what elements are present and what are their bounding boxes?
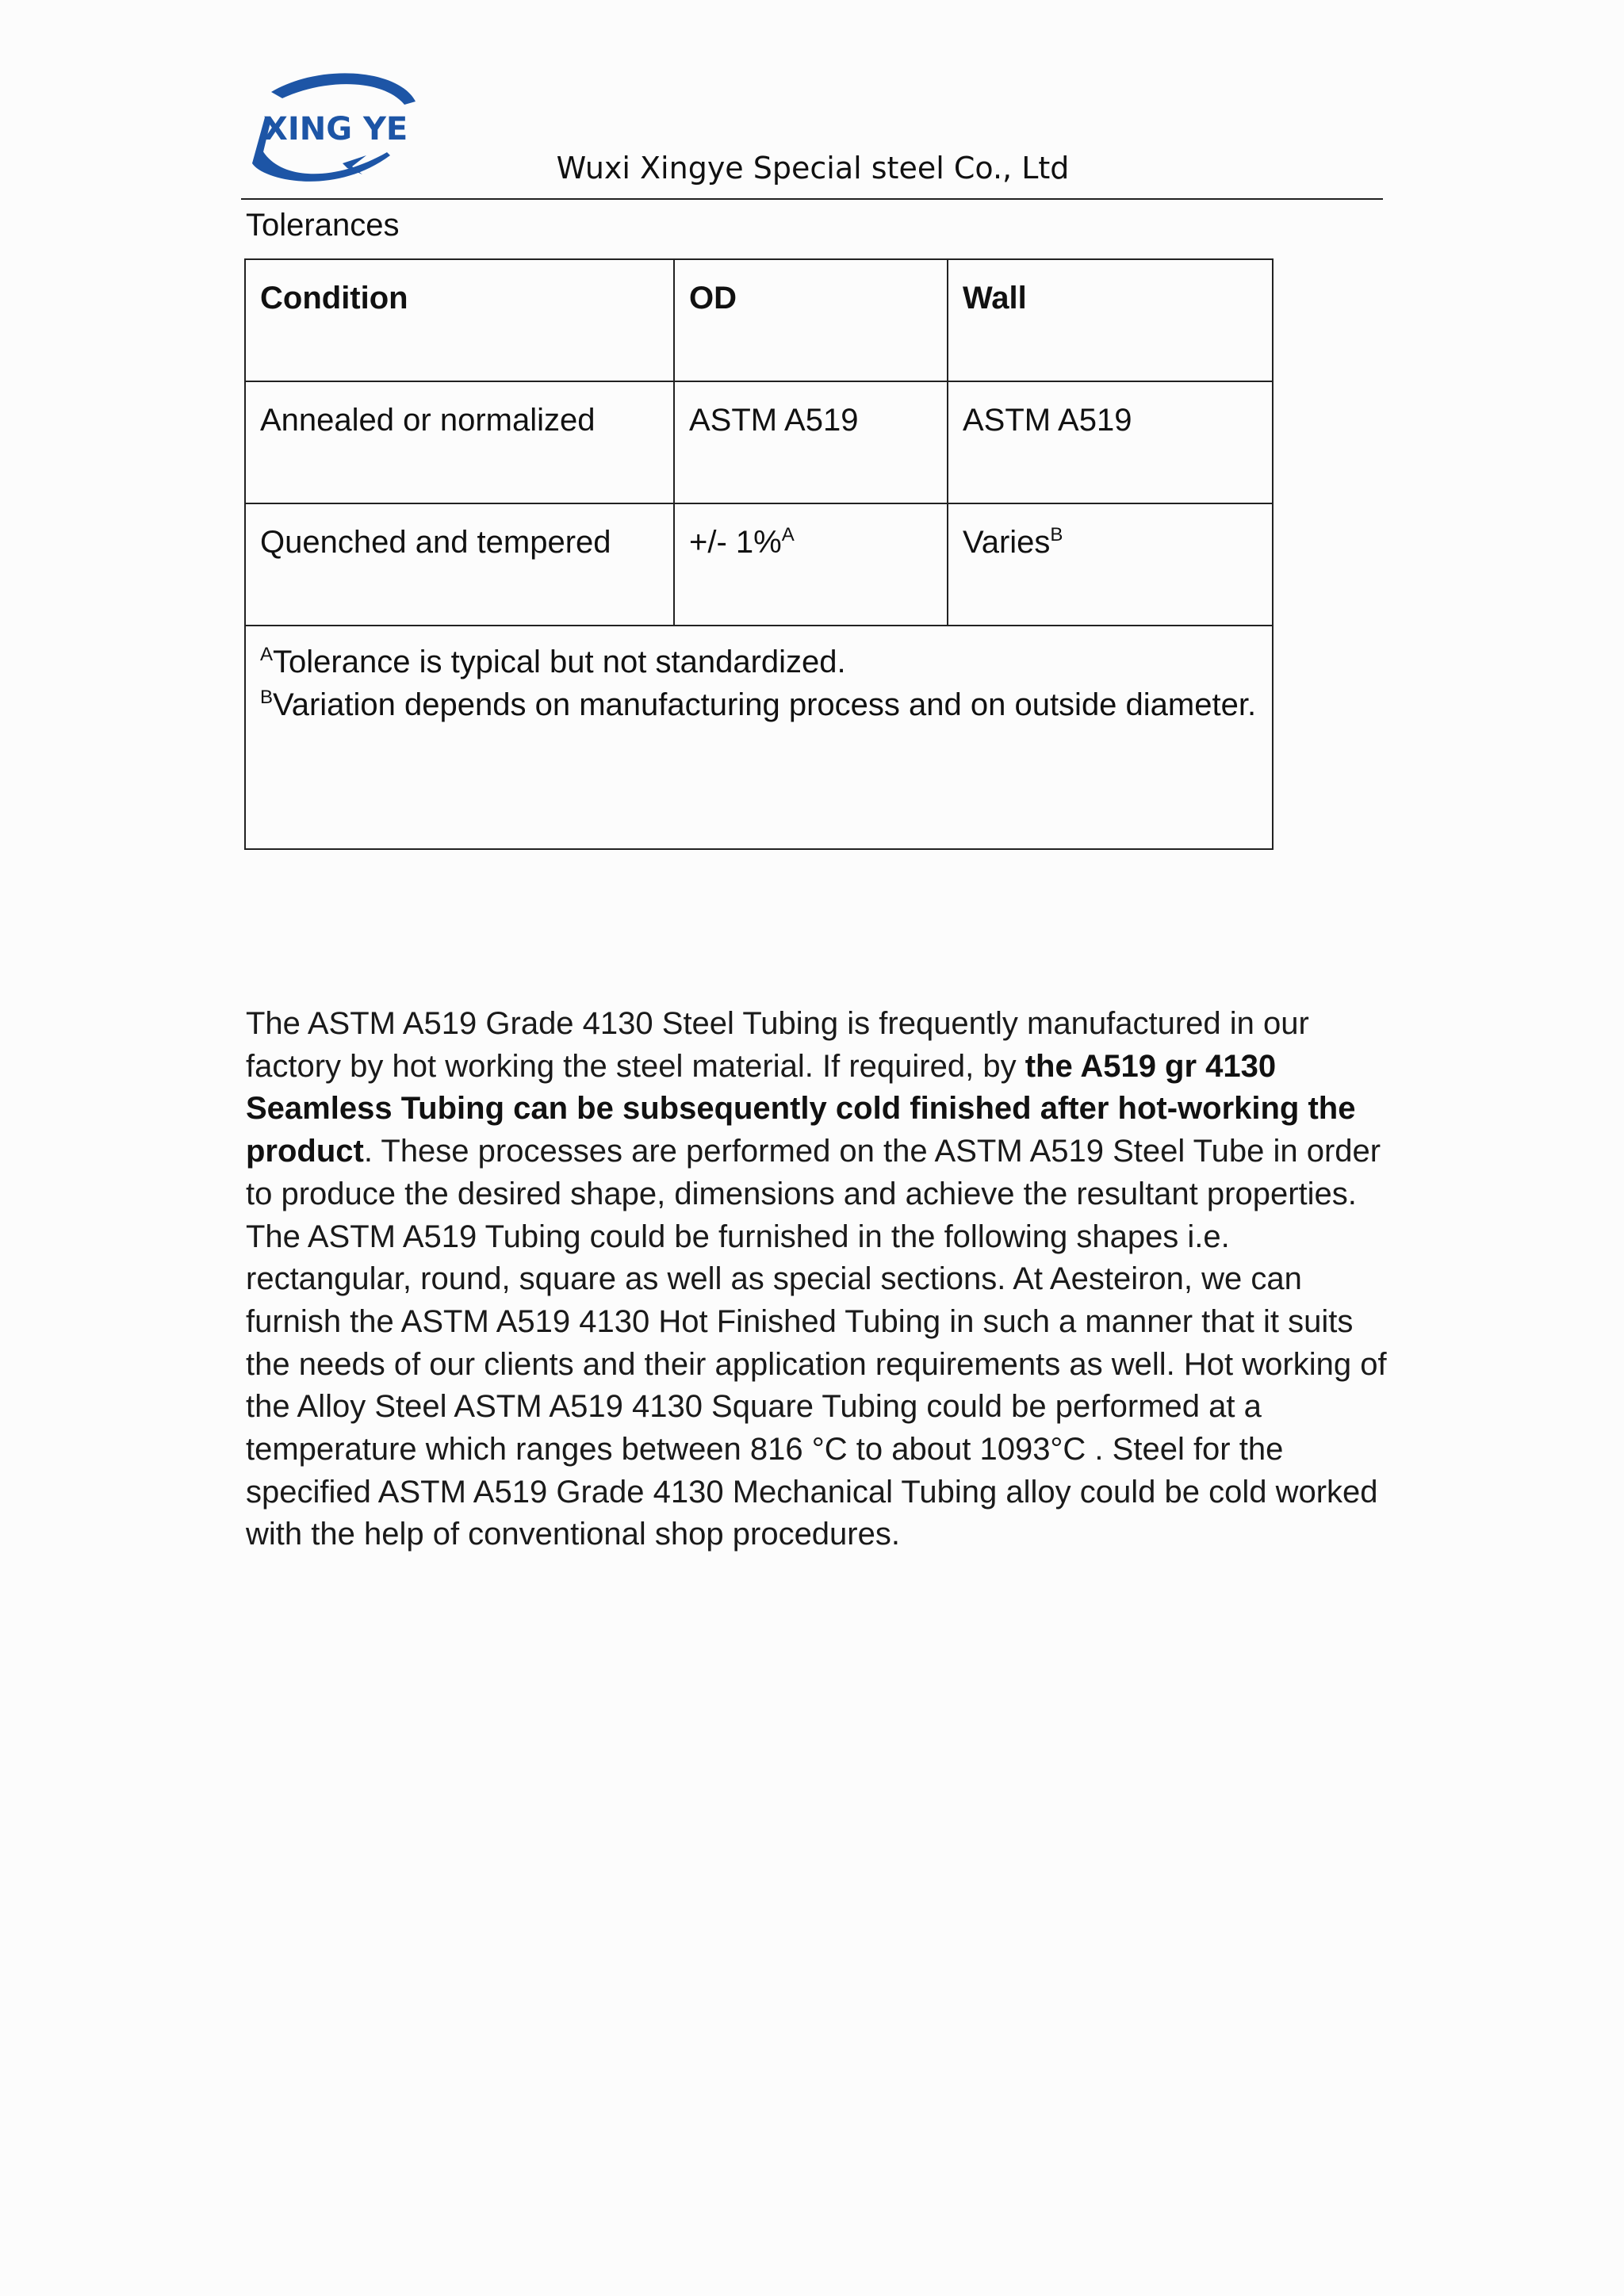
od-value: +/- 1% <box>689 525 782 560</box>
footnote-marker: B <box>260 687 274 708</box>
cell-wall <box>948 503 1273 626</box>
footnote-text: Tolerance is typical but not standardized. <box>273 645 846 679</box>
table-header-row <box>245 259 1273 381</box>
cell-condition: Annealed or normalized <box>245 381 674 503</box>
cell-wall: ASTM A519 <box>948 381 1273 503</box>
header-condition: Condition <box>245 259 674 381</box>
body-paragraph <box>246 1003 1388 1556</box>
wall-footnote-marker: B <box>1050 524 1063 545</box>
company-logo <box>247 70 425 189</box>
section-heading: Tolerances <box>246 208 400 243</box>
table-row <box>245 381 1273 503</box>
footnote-text: Variation depends on manufacturing process and on outside diameter. <box>273 687 1257 722</box>
tolerances-table <box>244 258 1274 850</box>
cell-od <box>674 503 948 626</box>
company-name: Wuxi Xingye Special steel Co., Ltd <box>556 151 1070 186</box>
table-notes-row <box>245 626 1273 849</box>
header-wall: Wall <box>948 259 1273 381</box>
wall-value: Varies <box>963 525 1051 560</box>
cell-od: ASTM A519 <box>674 381 948 503</box>
table-notes-cell <box>245 626 1273 849</box>
logo-text: XING YE <box>263 111 408 147</box>
cell-condition: Quenched and tempered <box>245 503 674 626</box>
footnote-marker: A <box>260 644 274 665</box>
header-divider <box>241 198 1383 200</box>
table-row <box>245 503 1273 626</box>
od-footnote-marker: A <box>781 524 795 545</box>
footnote <box>260 683 1258 726</box>
header-od: OD <box>674 259 948 381</box>
paragraph-bold-text: the A519 gr 4130 Seamless Tubing can be subsequently cold finished after hot-working the product <box>246 1048 1356 1169</box>
paragraph-text: The ASTM A519 Grade 4130 Steel Tubing is frequently manufactured in our factory by hot working the steel material. If required, by <box>246 1006 1309 1084</box>
footnote <box>260 641 1258 683</box>
paragraph-text: . These processes are performed on the ASTM A519 Steel Tube in order to produce the desired shape, dimensions and achieve the resultant properties. The ASTM A519 Tubing could be furnished in the following shapes i.e. rectangular, round, square as well as special sections. At Aesteiron, we can furnish the ASTM A519 4130 Hot Finished Tubing in such a manner that it suits the needs of our clients and their application requirements as well. Hot working of the Alloy Steel ASTM A519 4130 Square Tubing could be performed at a temperature which ranges between 816 °C to about 1093°C . Steel for the specified ASTM A519 Grade 4130 Mechanical Tubing alloy could be cold worked with the help of conventional shop procedures. <box>246 1134 1387 1552</box>
